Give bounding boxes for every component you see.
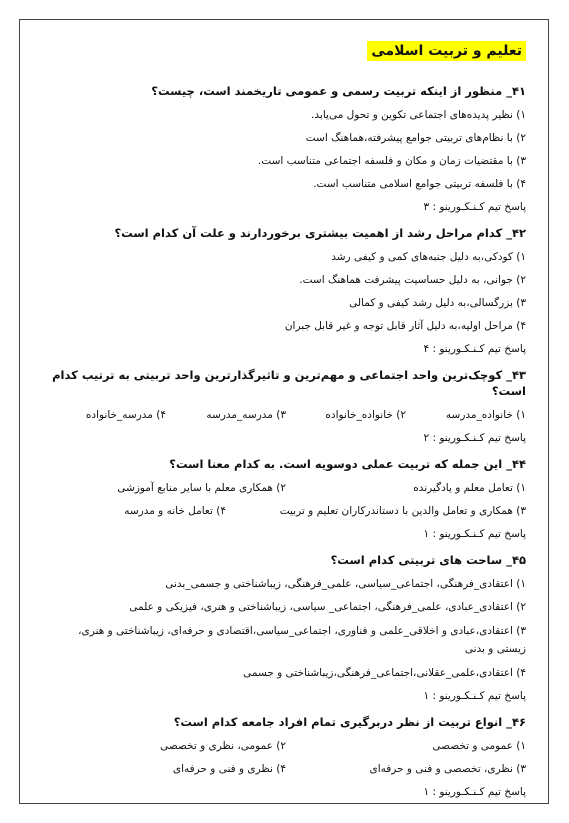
options-row [46,503,526,519]
question-text: ۴۳_ کوچک‌ترین واحد اجتماعی و مهم‌ترین و تاثیرگذارترین واحد تربیتی به ترتیب کدام است؟ [52,368,526,398]
answer-value: ۱ [423,528,430,540]
question-44 [46,456,526,542]
question-42 [46,225,526,357]
answer-value: ۲ [423,432,430,444]
answer-value: ۱ [423,786,430,798]
answer-label: پاسخ تیم کـنـکـورینو : [432,528,526,540]
option-3: ۳) نظری، تخصصی و فنی و حرفه‌ای [369,763,526,775]
answer-label: پاسخ تیم کـنـکـورینو : [432,690,526,702]
answer-label: پاسخ تیم کـنـکـورینو : [432,201,526,213]
option-2: ۲) اعتقادی_عبادی، علمی_فرهنگی، اجتماعی_ سیاسی، زیباشناختی و هنری، فیزیکی و علمی [129,601,526,613]
option-4: ۴) مراحل اولیه،به دلیل آثار قابل توجه و غیر قابل جبران [284,320,526,332]
option-4: ۴) اعتقادی،علمی_عقلانی،اجتماعی_فرهنگی،زیباشناختی و جسمی [243,667,526,679]
question-46 [46,714,526,800]
question-43 [46,367,526,446]
option-1: ۱) نظیر پدیده‌های اجتماعی تکوین و تحول می‌یابد. [311,109,526,121]
answer-value: ۳ [423,201,430,213]
option-4: ۴) مدرسه_خانواده [85,409,166,421]
options-row [46,761,526,777]
option-2: ۲) جوانی، به دلیل حساسیت پیشرفت هماهنگ است. [299,274,526,286]
answer-value: ۱ [423,690,430,702]
option-2: ۲) خانواده_خانواده [325,409,406,421]
option-4: ۴) نظری و فنی و حرفه‌ای [172,763,286,775]
option-1: ۱) اعتقادی_فرهنگی، اجتماعی_سیاسی، علمی_فرهنگی، زیباشناختی و جسمی_بدنی [165,578,526,590]
answer-line [46,430,526,446]
options-row [46,407,526,423]
option-2: ۲) عمومی، نظری و تخصصی [160,740,286,752]
option-3: ۳) بزرگسالی،به دلیل رشد کیفی و کمالی [349,297,526,309]
options-row [46,480,526,496]
option-1: ۱) عمومی و تخصصی [432,740,526,752]
option-1: ۱) تعامل معلم و یادگیرنده [413,482,526,494]
option-3: ۳) اعتقادی،عبادی و اخلاقی_علمی و فناوری، اجتماعی_سیاسی،اقتصادی و حرفه‌ای، زیباشناختی و هنری، زیستی و بدنی [78,625,526,655]
question-text: ۴۵_ ساحت های تربیتی کدام است؟ [330,553,526,567]
answer-line [46,199,526,215]
option-3: ۳) همکاری و تعامل والدین با دستاندرکاران تعلیم و تربیت [279,505,526,517]
question-text: ۴۱_ منظور از اینکه تربیت رسمی و عمومی تاریخمند است، چیست؟ [151,84,526,98]
question-45 [46,552,526,704]
question-text: ۴۶_ انواع تربیت از نظر دربرگیری تمام افراد جامعه کدام است؟ [173,715,526,729]
option-2: ۲) با نظام‌های تربیتی جوامع پیشرفته،هماهنگ است [305,132,526,144]
answer-label: پاسخ تیم کـنـکـورینو : [432,343,526,355]
option-4: ۴) با فلسفه تربیتی جوامع اسلامی متناسب است. [313,178,526,190]
answer-label: پاسخ تیم کـنـکـورینو : [432,432,526,444]
option-4: ۴) تعامل خانه و مدرسه [124,505,226,517]
answer-line [46,341,526,357]
answer-value: ۴ [423,343,430,355]
option-2: ۲) همکاری معلم با سایر منابع آموزشی [117,482,286,494]
question-text: ۴۴_ این جمله که تربیت عملی دوسویه است. به کدام معنا است؟ [169,457,526,471]
question-41 [46,83,526,215]
options-row [46,738,526,754]
answer-line [46,526,526,542]
section-title: تعلیم و تربیت اسلامی [367,41,526,61]
option-3: ۳) مدرسه_مدرسه [206,409,286,421]
option-1: ۱) خانواده_مدرسه [445,409,526,421]
answer-line [46,784,526,800]
document-content [46,40,526,810]
question-text: ۴۲_ کدام مراحل رشد از اهمیت بیشتری برخوردارند و علت آن کدام است؟ [114,226,526,240]
answer-label: پاسخ تیم کـنـکـورینو : [432,786,526,798]
option-3: ۳) با مقتضیات زمان و مکان و فلسفه اجتماعی متناسب است. [257,155,526,167]
answer-line [46,688,526,704]
option-1: ۱) کودکی،به دلیل جنبه‌های کمی و کیفی رشد [331,251,526,263]
